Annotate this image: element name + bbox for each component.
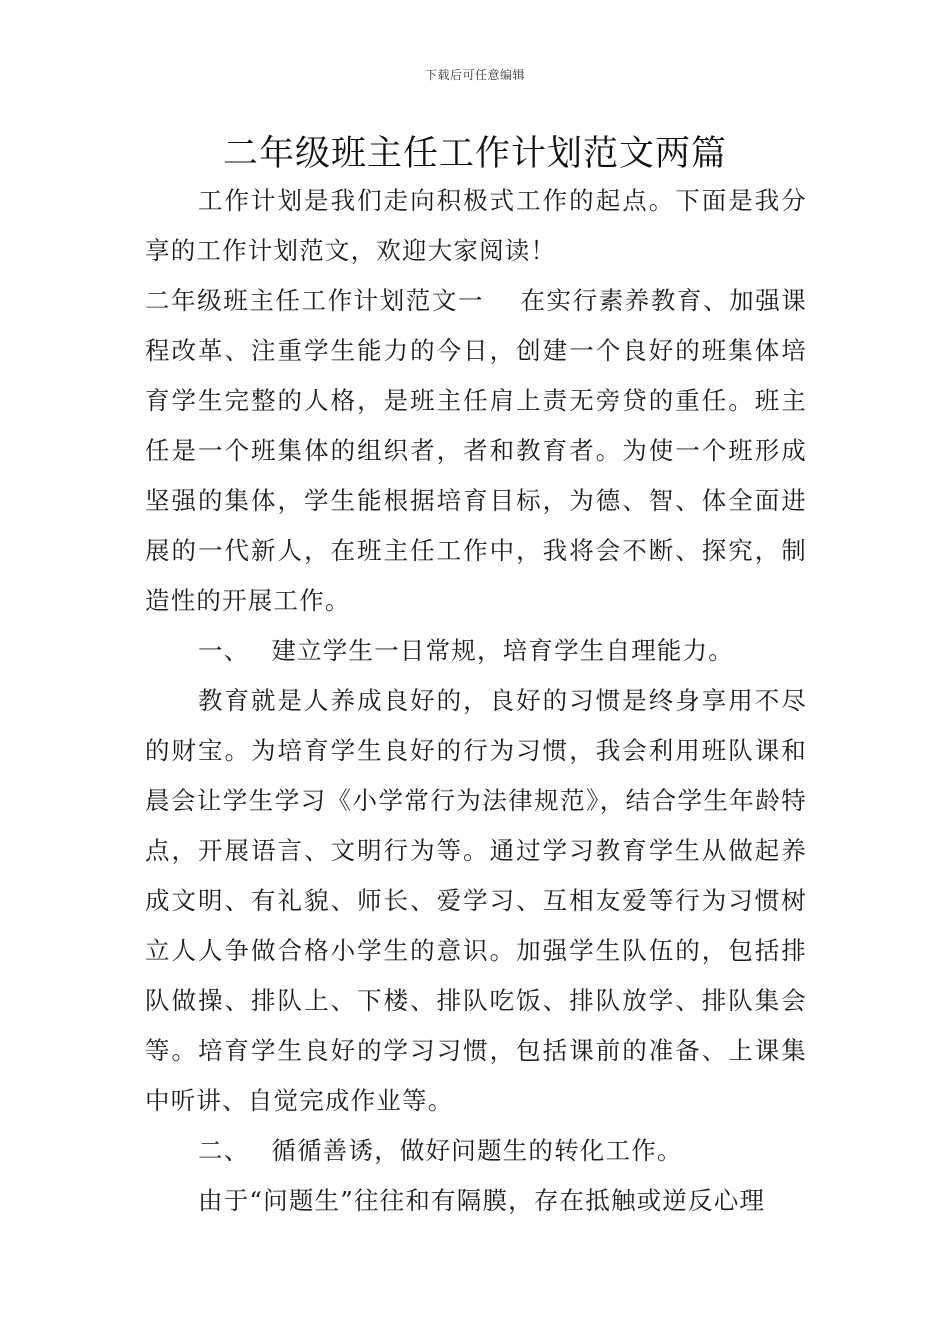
- section2-body: 由于“问题生”往往和有隔膜，存在抵触或逆反心理: [198, 1186, 766, 1215]
- article1-title: 二年级班主任工作计划范文一: [145, 286, 485, 315]
- document-body: [145, 176, 807, 1226]
- article1-paragraph: [145, 276, 807, 626]
- article1-body: 在实行素养教育、加强课程改革、注重学生能力的今日，创建一个良好的班集体培育学生完整的人格，是班主任肩上责无旁贷的重任。班主任是一个班集体的组织者，者和教育者。为使一个班形成坚强的集体，学生能根据培育目标，为德、智、体全面进展的一代新人，在班主任工作中，我将会不断、探究，制造性的开展工作。: [145, 286, 807, 615]
- section2-heading-line: [145, 1126, 807, 1176]
- section2-number: 二、: [198, 1136, 250, 1165]
- document-title: 二年级班主任工作计划范文两篇: [222, 134, 727, 174]
- section1-heading-line: [145, 626, 807, 676]
- section1-body: 教育就是人养成良好的，良好的习惯是终身享用不尽的财宝。为培育学生良好的行为习惯，我会利用班队课和晨会让学生学习《小学常行为法律规范》，结合学生年龄特点，开展语言、文明行为等。通过学习教育学生从做起养成文明、有礼貌、师长、爱学习、互相友爱等行为习惯树立人人争做合格小学生的意识。加强学生队伍的，包括排队做操、排队上、下楼、排队吃饭、排队放学、排队集会等。培育学生良好的学习习惯，包括课前的准备、上课集中听讲、自觉完成作业等。: [145, 686, 807, 1115]
- section2-heading: 循循善诱，做好问题生的转化工作。: [271, 1136, 683, 1165]
- section1-heading: 建立学生一日常规，培育学生自理能力。: [271, 636, 735, 665]
- intro-paragraph: 工作计划是我们走向积极式工作的起点。下面是我分享的工作计划范文，欢迎大家阅读！: [145, 186, 807, 265]
- section1-number: 一、: [198, 636, 250, 665]
- header-note: 下载后可任意编辑: [424, 68, 525, 82]
